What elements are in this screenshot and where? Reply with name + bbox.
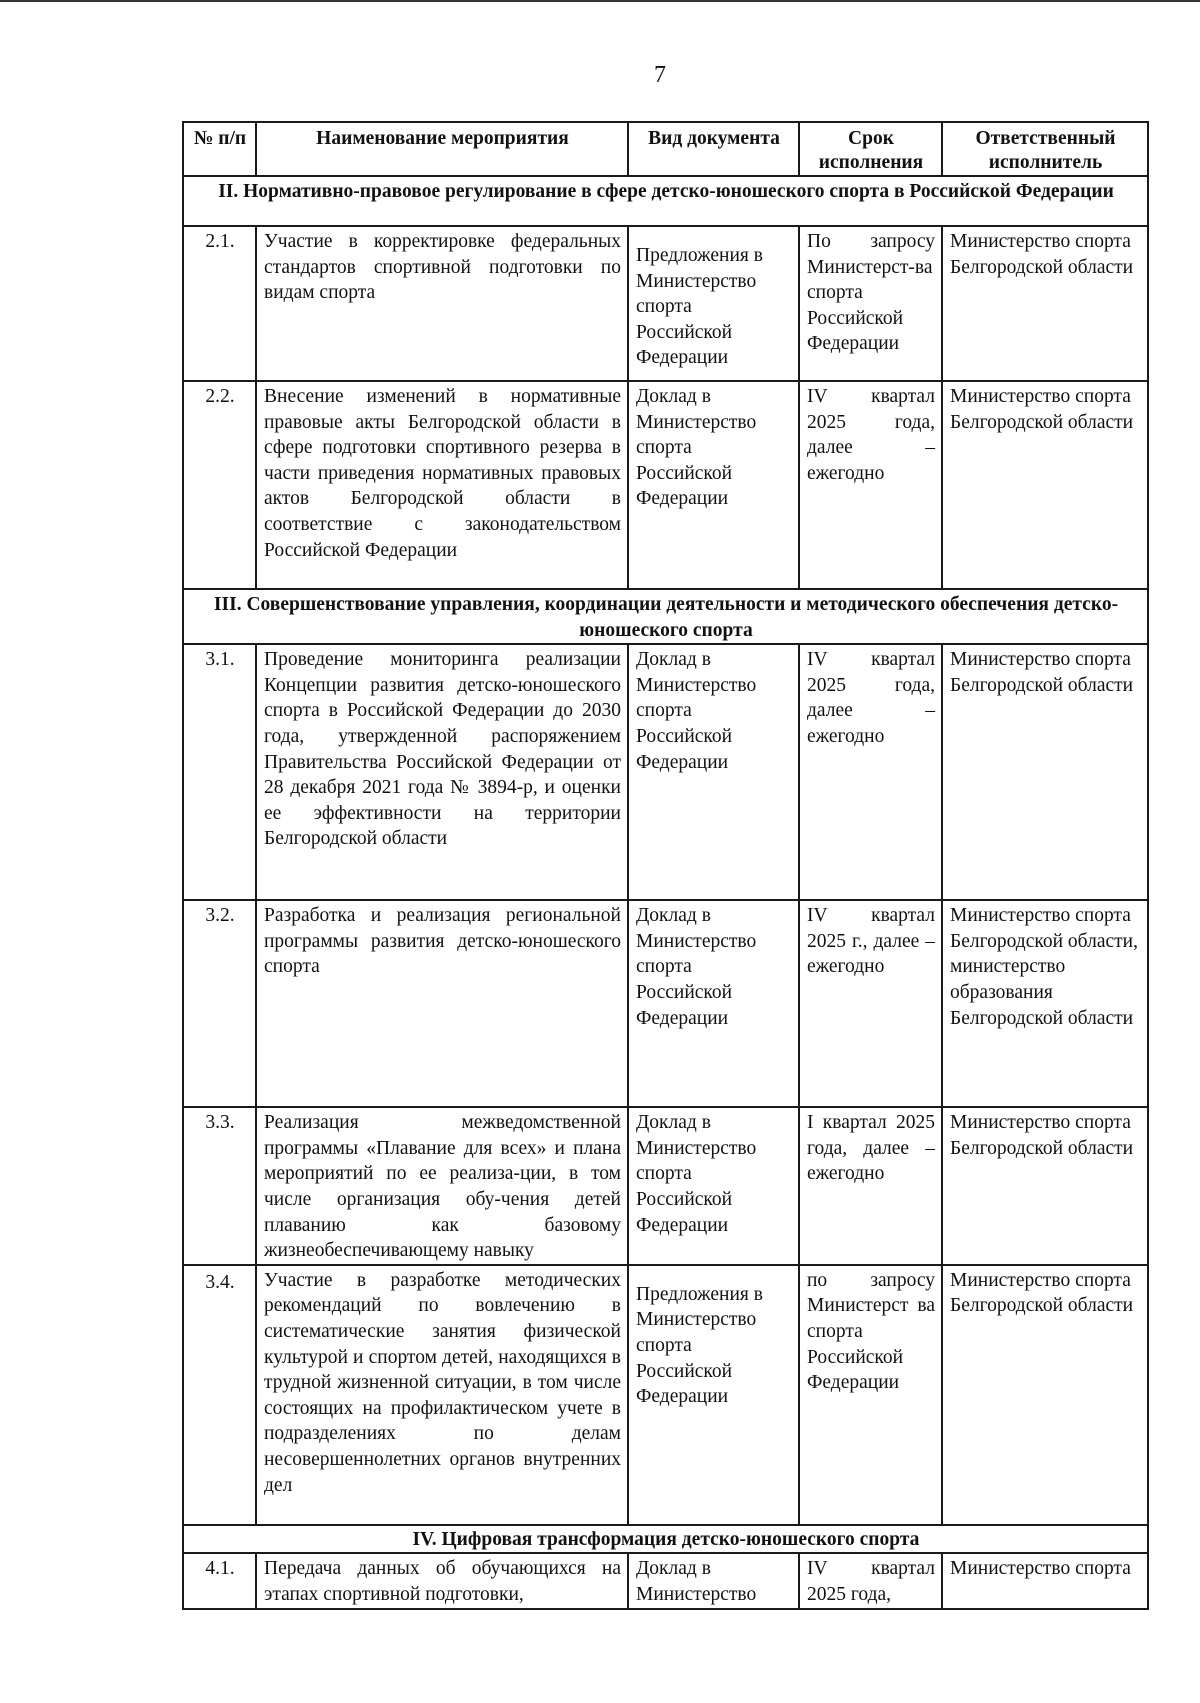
row-responsible: Министерство спорта Белгородской области [942,1107,1148,1265]
row-responsible: Министерство спорта Белгородской области [942,226,1148,381]
row-num: 3.1. [183,644,256,900]
row-doc: Доклад в Министерство спорта Российской Федерации [628,644,799,900]
row-doc: Предложения в Министерство спорта Российской Федерации [628,226,799,381]
header-deadline: Срок исполнения [799,122,942,176]
header-num: № п/п [183,122,256,176]
table-row [183,1265,1148,1525]
scan-edge-line [0,0,1200,2]
row-deadline: По запросу Министерст-ва спорта Российской Федерации [799,226,942,381]
row-name: Разработка и реализация региональной программы развития детско-юношеского спорта [256,900,628,1107]
row-doc: Доклад в Министерство [628,1553,799,1608]
header-doc: Вид документа [628,122,799,176]
row-name: Реализация межведомственной программы «Плавание для всех» и плана мероприятий по ее реализа-ции, в том числе организация обу-чения детей плаванию как базовому жизнеобеспечивающему навыку [256,1107,628,1265]
row-responsible: Министерство спорта [942,1553,1148,1608]
events-table [182,121,1149,1610]
row-responsible: Министерство спорта Белгородской области [942,381,1148,589]
row-num: 3.2. [183,900,256,1107]
row-num: 3.4. [183,1265,256,1525]
section-title-4: IV. Цифровая трансформация детско-юношеского спорта [183,1525,1148,1554]
table-row [183,644,1148,900]
page-number: 7 [654,62,666,88]
row-doc: Доклад в Министерство спорта Российской Федерации [628,381,799,589]
row-responsible: Министерство спорта Белгородской области [942,1265,1148,1525]
section-title-2: II. Нормативно-правовое регулирование в сфере детско-юношеского спорта в Российской Федерации [183,176,1148,226]
table-row [183,1553,1148,1608]
header-responsible: Ответственный исполнитель [942,122,1148,176]
table-row [183,381,1148,589]
row-doc: Доклад в Министерство спорта Российской Федерации [628,1107,799,1265]
row-num: 4.1. [183,1553,256,1608]
row-name: Внесение изменений в нормативные правовые акты Белгородской области в сфере подготовки спортивного резерва в части приведения нормативных правовых актов Белгородской области в соответствие с законодательством Российской Федерации [256,381,628,589]
row-name: Участие в корректировке федеральных стандартов спортивной подготовки по видам спорта [256,226,628,381]
row-name: Передача данных об обучающихся на этапах спортивной подготовки, [256,1553,628,1608]
row-deadline: IV квартал 2025 года, далее – ежегодно [799,381,942,589]
row-doc: Предложения в Министерство спорта Российской Федерации [628,1265,799,1525]
header-name: Наименование мероприятия [256,122,628,176]
section-row [183,589,1148,644]
row-num: 3.3. [183,1107,256,1265]
table-row [183,226,1148,381]
row-deadline: IV квартал 2025 года, далее – ежегодно [799,644,942,900]
row-name: Проведение мониторинга реализации Концепции развития детско-юношеского спорта в Российской Федерации до 2030 года, утвержденной распоряжением Правительства Российской Федерации от 28 декабря 2021 года № 3894-р, и оценки ее эффективности на территории Белгородской области [256,644,628,900]
row-deadline: по запросу Министерст ва спорта Российской Федерации [799,1265,942,1525]
row-responsible: Министерство спорта Белгородской области [942,644,1148,900]
header-row [183,122,1148,176]
row-num: 2.1. [183,226,256,381]
row-deadline: I квартал 2025 года, далее – ежегодно [799,1107,942,1265]
row-responsible: Министерство спорта Белгородской области, министерство образования Белгородской области [942,900,1148,1107]
section-title-3: III. Совершенствование управления, координации деятельности и методического обеспечения детско-юношеского спорта [183,589,1148,644]
row-deadline: IV квартал 2025 г., далее – ежегодно [799,900,942,1107]
row-deadline: IV квартал 2025 года, [799,1553,942,1608]
section-row [183,1525,1148,1554]
row-num: 2.2. [183,381,256,589]
table-row [183,900,1148,1107]
row-doc: Доклад в Министерство спорта Российской Федерации [628,900,799,1107]
table-row [183,1107,1148,1265]
row-name: Участие в разработке методических рекомендаций по вовлечению в систематические занятия физической культурой и спортом детей, находящихся в трудной жизненной ситуации, в том числе состоящих на профилактическом учете в подразделениях по делам несовершеннолетних органов внутренних дел [256,1265,628,1525]
section-row [183,176,1148,226]
